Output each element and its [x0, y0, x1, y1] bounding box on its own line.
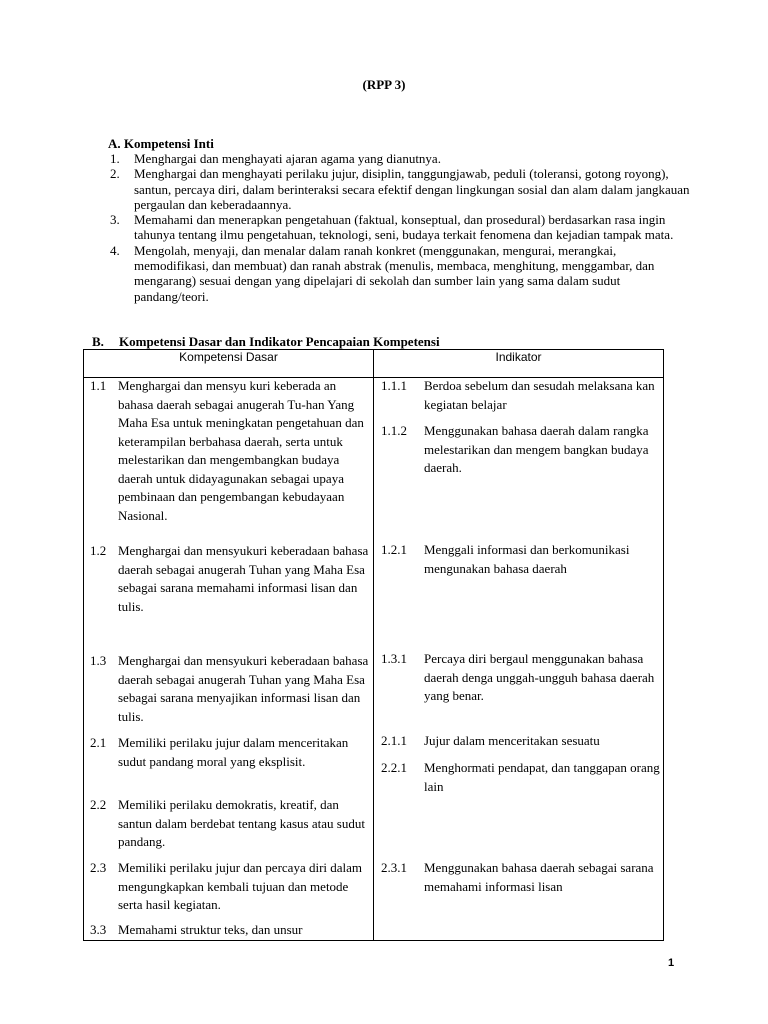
kd-number: 1.3 — [90, 653, 107, 668]
list-item — [110, 166, 690, 212]
kd-number: 2.2 — [90, 797, 107, 812]
table-column-divider — [373, 350, 374, 940]
indikator-number: 1.3.1 — [381, 651, 407, 666]
list-item-text: Menghargai dan menghayati perilaku jujur, disiplin, tanggungjawab, peduli (toleransi, gotong royong), santun, percaya diri, dalam berinteraksi secara efektif dengan lingkungan sosial dan alam dalam jangkauan pergaulan dan keberadaannya. — [134, 166, 690, 212]
kd-cell — [90, 859, 370, 915]
kd-text: Menghargai dan mensyu kuri keberada an bahasa daerah sebagai anugerah Tu-han Yang Maha Esa untuk meningkatan pengetahuan dan keterampilan berbahasa daerah, serta untuk melestarikan dan mengembangkan budaya daerah untuk didayagunakan sebagai upaya pembinaan dan pengembangan kebudayaan Nasional. — [118, 378, 364, 523]
list-item-number: 1. — [110, 151, 120, 166]
kd-cell — [90, 796, 370, 852]
list-item — [110, 243, 690, 304]
indikator-text: Menghormati pendapat, dan tanggapan orang lain — [424, 760, 660, 794]
indikator-number: 2.2.1 — [381, 760, 407, 775]
indikator-cell — [381, 650, 663, 706]
list-item-text: Menghargai dan menghayati ajaran agama yang dianutnya. — [134, 151, 441, 166]
indikator-cell — [381, 422, 663, 478]
indikator-text: Berdoa sebelum dan sesudah melaksana kan kegiatan belajar — [424, 378, 655, 412]
table-header-kompetensi-dasar: Kompetensi Dasar — [179, 350, 278, 364]
kd-text: Menghargai dan mensyukuri keberadaan bahasa daerah sebagai anugerah Tuhan yang Maha Esa sebagai sarana memahami informasi lisan dan tulis. — [118, 543, 369, 614]
list-item-number: 4. — [110, 242, 120, 258]
indikator-cell — [381, 541, 663, 578]
list-item-number: 2. — [110, 166, 120, 182]
kd-number: 1.2 — [90, 543, 107, 558]
competency-table — [83, 349, 664, 941]
kd-cell — [90, 652, 370, 726]
indikator-text: Menggunakan bahasa daerah sebagai sarana memahami informasi lisan — [424, 860, 654, 894]
section-b-letter: B. — [92, 334, 104, 349]
indikator-number: 1.1.1 — [381, 378, 407, 393]
section-b-title: Kompetensi Dasar dan Indikator Pencapaian Kompetensi — [119, 334, 440, 349]
section-b-heading — [92, 334, 440, 350]
list-item-number: 3. — [110, 212, 120, 228]
indikator-text: Menggali informasi dan berkomunikasi mengunakan bahasa daerah — [424, 542, 630, 576]
indikator-text: Jujur dalam menceritakan sesuatu — [424, 733, 600, 748]
kompetensi-inti-list — [110, 151, 690, 304]
kd-text: Memiliki perilaku jujur dalam menceritakan sudut pandang moral yang eksplisit. — [118, 735, 349, 769]
kd-text: Memiliki perilaku jujur dan percaya diri dalam mengungkapkan kembali tujuan dan metode serta hasil kegiatan. — [118, 860, 363, 912]
indikator-cell — [381, 732, 663, 751]
indikator-number: 2.1.1 — [381, 733, 407, 748]
indikator-number: 1.1.2 — [381, 423, 407, 438]
kd-cell — [90, 542, 370, 616]
indikator-text: Percaya diri bergaul menggunakan bahasa daerah denga unggah-ungguh bahasa daerah yang benar. — [424, 651, 655, 703]
indikator-cell — [381, 859, 663, 896]
indikator-cell — [381, 759, 663, 796]
kd-cell — [90, 921, 370, 940]
list-item-text: Mengolah, menyaji, dan menalar dalam ranah konkret (menggunakan, mengurai, merangkai, memodifikasi, dan membuat) dan ranah abstrak (menulis, membaca, menghitung, menggambar, dan mengarang) sesuai dengan yang dipelajari di sekolah dan sumber lain yang sama dalam sudut pandang/teori. — [134, 242, 655, 304]
kd-number: 3.3 — [90, 922, 107, 937]
kd-number: 2.3 — [90, 860, 107, 875]
list-item — [110, 212, 690, 243]
kd-number: 2.1 — [90, 735, 107, 750]
indikator-cell — [381, 377, 663, 414]
indikator-number: 2.3.1 — [381, 860, 407, 875]
section-a-heading: A. Kompetensi Inti — [108, 136, 214, 151]
kd-text: Memahami struktur teks, dan unsur — [118, 922, 303, 937]
table-header-indikator: Indikator — [495, 350, 542, 364]
kd-cell — [90, 377, 370, 525]
kd-text: Menghargai dan mensyukuri keberadaan bahasa daerah sebagai anugerah Tuhan yang Maha Esa sebagai sarana menyajikan informasi lisan dan tulis. — [118, 653, 369, 724]
kd-number: 1.1 — [90, 378, 107, 393]
indikator-text: Menggunakan bahasa daerah dalam rangka melestarikan dan mengem bangkan budaya daerah. — [424, 423, 649, 475]
page-number: 1 — [668, 957, 675, 969]
kd-cell — [90, 734, 370, 771]
list-item-text: Memahami dan menerapkan pengetahuan (faktual, konseptual, dan prosedural) berdasarkan rasa ingin tahunya tentang ilmu pengetahuan, teknologi, seni, budaya terkait fenomena dan kejadian tampak mata. — [134, 212, 674, 243]
list-item — [110, 151, 690, 166]
kd-text: Memiliki perilaku demokratis, kreatif, dan santun dalam berdebat tentang kasus atau sudut pandang. — [118, 797, 365, 849]
page-title: (RPP 3) — [362, 77, 406, 92]
indikator-number: 1.2.1 — [381, 542, 407, 557]
